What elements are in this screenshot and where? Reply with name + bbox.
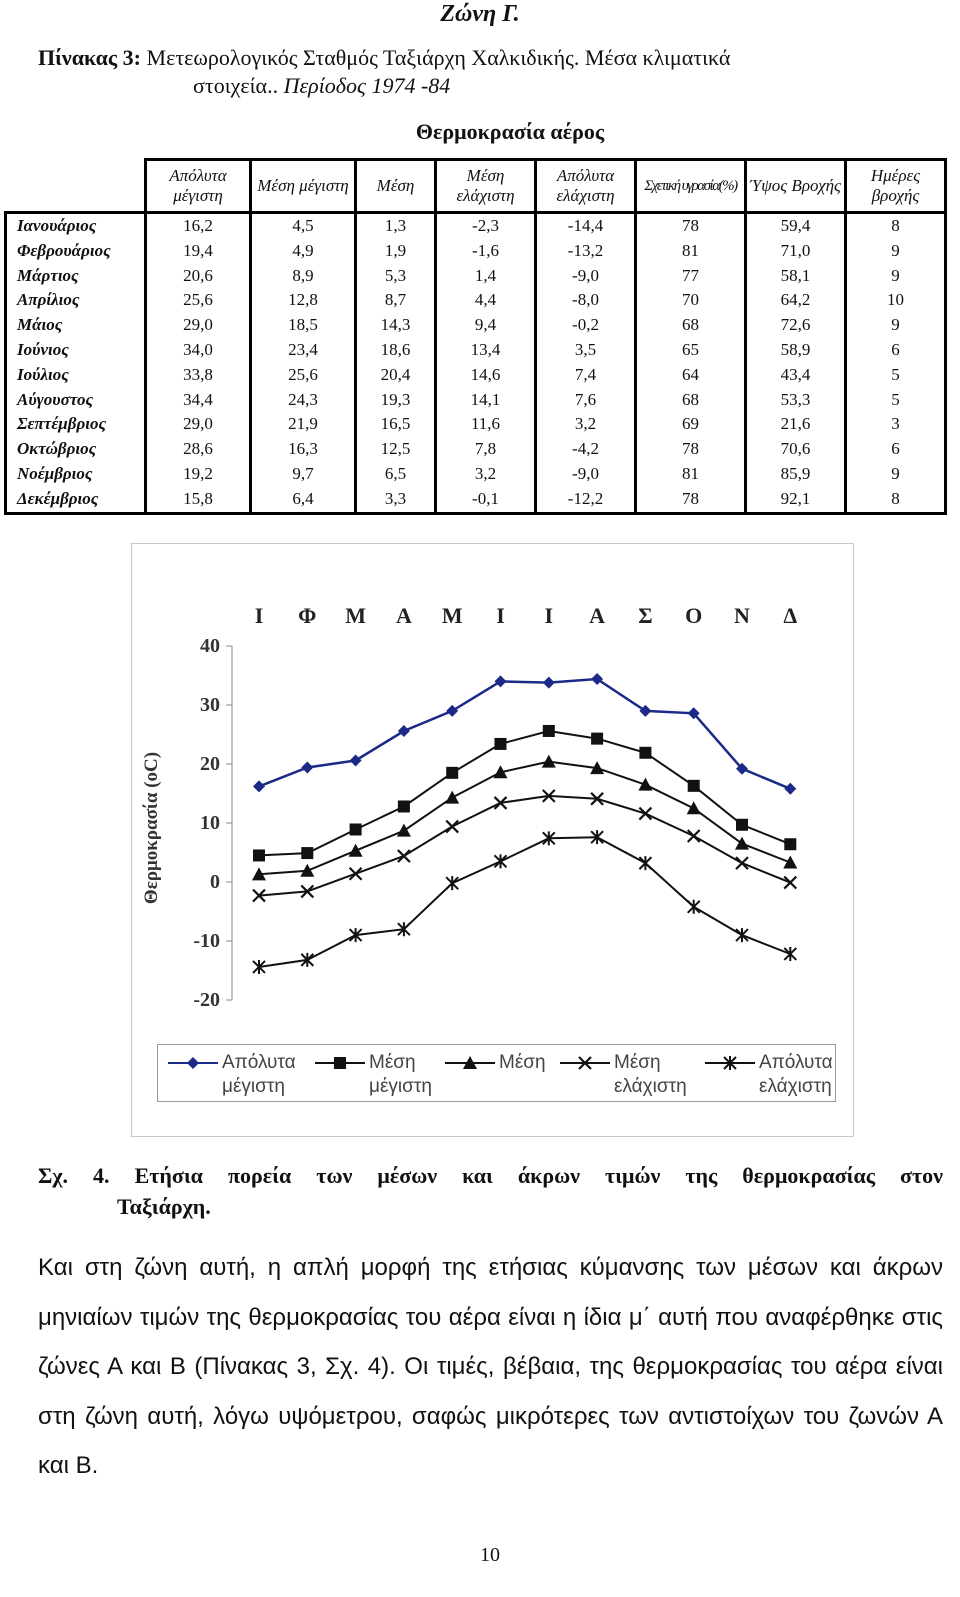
legend-label: Μέση μέγιστη	[369, 1052, 432, 1097]
cell-abs-max: 28,6	[146, 437, 251, 462]
cell-abs-min: 3,5	[536, 338, 636, 363]
cell-mean: 16,5	[356, 412, 436, 437]
cell-abs-min: -12,2	[536, 487, 636, 513]
series-3-point	[397, 824, 411, 837]
table-row	[6, 437, 946, 462]
climate-table	[4, 158, 947, 515]
cell-humidity: 68	[636, 388, 746, 413]
cell-rainfall: 72,6	[746, 313, 846, 338]
zone-title: Ζώνη Γ.	[440, 1, 520, 27]
cell-mean: 3,3	[356, 487, 436, 513]
cell-abs-min: 3,2	[536, 412, 636, 437]
table-row	[6, 462, 946, 487]
y-tick-label: 10	[200, 812, 220, 834]
cell-mean: 14,3	[356, 313, 436, 338]
cell-mean-min: 14,6	[436, 363, 536, 388]
cell-rain-days: 5	[846, 388, 946, 413]
figure-caption	[38, 1160, 943, 1222]
cell-mean-min: 7,8	[436, 437, 536, 462]
series-3-point	[783, 856, 797, 869]
legend-label: Μέση ελάχιστη	[614, 1052, 687, 1097]
cell-humidity: 81	[636, 239, 746, 264]
x-category-label: Μ	[441, 603, 463, 628]
table-header-row	[6, 160, 946, 213]
col-header-mean: Μέση	[356, 160, 436, 213]
series-4-point	[784, 877, 796, 889]
x-category-label: Σ	[638, 603, 653, 628]
x-category-label: Ν	[734, 603, 750, 628]
cell-abs-min: -8,0	[536, 288, 636, 313]
cell-rain-days: 8	[846, 213, 946, 239]
series-2-point	[639, 747, 651, 759]
cell-mean-min: 9,4	[436, 313, 536, 338]
table-row	[6, 288, 946, 313]
cell-mean: 1,9	[356, 239, 436, 264]
x-category-label: Φ	[298, 603, 317, 628]
y-axis-label: Θερμοκρασία (oC)	[141, 751, 162, 905]
cell-rainfall: 58,1	[746, 264, 846, 289]
cell-mean-max: 18,5	[251, 313, 356, 338]
cell-rain-days: 10	[846, 288, 946, 313]
cell-rain-days: 9	[846, 239, 946, 264]
cell-mean-min: 14,1	[436, 388, 536, 413]
month-cell: Μάιος	[6, 313, 146, 338]
cell-rain-days: 9	[846, 313, 946, 338]
cell-mean-min: 13,4	[436, 338, 536, 363]
table-body	[6, 213, 946, 514]
cell-humidity: 65	[636, 338, 746, 363]
month-cell: Φεβρουάριος	[6, 239, 146, 264]
cell-humidity: 78	[636, 437, 746, 462]
y-tick-label: 30	[200, 694, 220, 716]
series-5-point	[688, 900, 700, 914]
month-cell: Αύγουστος	[6, 388, 146, 413]
col-header-rain-days: Ημέρες βροχής	[846, 160, 946, 213]
cell-mean-max: 8,9	[251, 264, 356, 289]
legend-swatch	[443, 1053, 497, 1073]
series-3-point	[735, 837, 749, 850]
series-line-4	[259, 796, 790, 896]
cell-abs-min: -13,2	[536, 239, 636, 264]
month-cell: Νοέμβριος	[6, 462, 146, 487]
month-cell: Οκτώβριος	[6, 437, 146, 462]
y-tick-label: 40	[200, 635, 220, 657]
y-tick-label: -20	[193, 989, 220, 1011]
series-1-point	[543, 677, 555, 689]
cell-rainfall: 43,4	[746, 363, 846, 388]
month-cell: Ιούλιος	[6, 363, 146, 388]
cell-rainfall: 71,0	[746, 239, 846, 264]
series-line-1	[259, 679, 790, 789]
cell-mean-max: 24,3	[251, 388, 356, 413]
cell-abs-max: 20,6	[146, 264, 251, 289]
cell-rainfall: 53,3	[746, 388, 846, 413]
month-cell: Μάρτιος	[6, 264, 146, 289]
cell-abs-min: -9,0	[536, 264, 636, 289]
cell-mean-max: 25,6	[251, 363, 356, 388]
series-line-2	[259, 731, 790, 855]
x-category-label: Δ	[783, 603, 798, 628]
x-category-label: Α	[395, 603, 412, 628]
cell-mean-min: 1,4	[436, 264, 536, 289]
y-tick-label: 20	[200, 753, 220, 775]
series-3-point	[445, 791, 459, 804]
series-1-point	[350, 754, 362, 766]
month-cell: Σεπτέμβριος	[6, 412, 146, 437]
cell-rainfall: 64,2	[746, 288, 846, 313]
cell-abs-min: -4,2	[536, 437, 636, 462]
series-5-point	[495, 854, 507, 868]
x-category-label: Μ	[345, 603, 366, 628]
cell-mean: 19,3	[356, 388, 436, 413]
series-4-point	[446, 821, 458, 833]
series-4-point	[736, 857, 748, 869]
cell-rainfall: 58,9	[746, 338, 846, 363]
cell-humidity: 78	[636, 487, 746, 513]
temperature-chart	[131, 543, 854, 1137]
cell-humidity: 70	[636, 288, 746, 313]
cell-mean: 1,3	[356, 213, 436, 239]
table-header-corner	[6, 160, 146, 213]
table-row	[6, 338, 946, 363]
cell-humidity: 78	[636, 213, 746, 239]
cell-rain-days: 6	[846, 338, 946, 363]
page-number: 10	[480, 1544, 500, 1566]
cell-abs-min: -9,0	[536, 462, 636, 487]
cell-mean: 5,3	[356, 264, 436, 289]
month-cell: Ιούνιος	[6, 338, 146, 363]
table-row	[6, 213, 946, 239]
cell-abs-max: 15,8	[146, 487, 251, 513]
series-1-point	[495, 675, 507, 687]
legend-label: Μέση	[499, 1052, 546, 1073]
x-category-label: Ο	[685, 603, 703, 628]
series-5-point	[446, 876, 458, 890]
cell-mean-min: 11,6	[436, 412, 536, 437]
series-2-point	[495, 738, 507, 750]
cell-abs-min: -0,2	[536, 313, 636, 338]
cell-rain-days: 9	[846, 264, 946, 289]
y-tick-label: -10	[193, 930, 220, 952]
col-header-humidity: Σχετική υγρασία(%)	[636, 160, 746, 213]
series-1-point	[784, 783, 796, 795]
cell-mean-min: -0,1	[436, 487, 536, 513]
cell-mean: 18,6	[356, 338, 436, 363]
cell-abs-max: 29,0	[146, 412, 251, 437]
table-row	[6, 388, 946, 413]
cell-mean-max: 9,7	[251, 462, 356, 487]
section-heading: Θερμοκρασία αέρος	[415, 119, 605, 144]
table-caption-line2	[38, 72, 943, 100]
cell-rainfall: 59,4	[746, 213, 846, 239]
legend-swatch	[558, 1053, 612, 1073]
col-header-mean-max: Μέση μέγιστη	[251, 160, 356, 213]
cell-rainfall: 92,1	[746, 487, 846, 513]
y-tick-label: 0	[210, 871, 220, 893]
legend-label: Απόλυτα μέγιστη	[222, 1052, 296, 1097]
cell-humidity: 64	[636, 363, 746, 388]
month-cell: Απρίλιος	[6, 288, 146, 313]
table-row	[6, 363, 946, 388]
series-2-point	[784, 838, 796, 850]
cell-rain-days: 3	[846, 412, 946, 437]
legend-label: Απόλυτα ελάχιστη	[759, 1052, 833, 1097]
cell-mean: 12,5	[356, 437, 436, 462]
series-4-point	[398, 850, 410, 862]
series-3-point	[638, 778, 652, 791]
cell-mean-max: 16,3	[251, 437, 356, 462]
table-row	[6, 487, 946, 513]
cell-rain-days: 6	[846, 437, 946, 462]
cell-mean: 6,5	[356, 462, 436, 487]
figure-caption-line1: Σχ. 4. Ετήσια πορεία των μέσων και άκρων τιμών της θερμοκρασίας στον	[38, 1163, 943, 1188]
cell-mean-max: 23,4	[251, 338, 356, 363]
body-paragraph: Και στη ζώνη αυτή, η απλή μορφή της ετήσιας κύμανσης των μέσων και άκρων μηνιαίων τιμών της θερμοκρασίας του αέρα είναι η ίδια μ΄ αυτή που αναφέρθηκε στις ζώνες Α και Β (Πίνακας 3, Σχ. 4). Οι τιμές, βέβαια, της θερμοκρασίας του αέρα είναι στη ζώνη αυτή, λόγω υψόμετρου, σαφώς μικρότερες των αντιστοίχων του ζωνών Α και Β.	[38, 1254, 943, 1480]
table-row	[6, 264, 946, 289]
series-1-point	[253, 780, 265, 792]
series-2-point	[253, 849, 265, 861]
table-caption-line2-normal: στοιχεία..	[193, 73, 284, 98]
table-row	[6, 313, 946, 338]
series-3-point	[542, 755, 556, 768]
month-cell: Δεκέμβριος	[6, 487, 146, 513]
series-2-point	[688, 780, 700, 792]
cell-rainfall: 70,6	[746, 437, 846, 462]
cell-abs-max: 19,2	[146, 462, 251, 487]
month-cell: Ιανουάριος	[6, 213, 146, 239]
figure-caption-line2: Ταξιάρχη.	[117, 1194, 211, 1219]
x-category-label: Ι	[254, 603, 264, 628]
cell-mean-max: 6,4	[251, 487, 356, 513]
series-2-point	[591, 733, 603, 745]
series-5-point	[639, 856, 651, 870]
legend-swatch-marker	[334, 1057, 346, 1069]
table-caption-label: Πίνακας 3:	[38, 45, 142, 70]
legend-swatch	[166, 1053, 220, 1073]
x-category-label: Ι	[496, 603, 505, 628]
series-4-point	[639, 808, 651, 820]
cell-rainfall: 85,9	[746, 462, 846, 487]
cell-abs-min: -14,4	[536, 213, 636, 239]
series-5-point	[736, 928, 748, 942]
series-5-point	[784, 947, 796, 961]
series-1-point	[446, 705, 458, 717]
cell-mean-max: 4,9	[251, 239, 356, 264]
table-caption-line1: Μετεωρολογικός Σταθμός Ταξιάρχη Χαλκιδικής. Μέσα κλιματικά	[146, 45, 731, 70]
cell-rain-days: 5	[846, 363, 946, 388]
table-caption-period: Περίοδος 1974 -84	[283, 73, 451, 98]
cell-abs-min: 7,4	[536, 363, 636, 388]
cell-mean-max: 12,8	[251, 288, 356, 313]
series-4-point	[688, 830, 700, 842]
table-row	[6, 412, 946, 437]
cell-mean-max: 4,5	[251, 213, 356, 239]
series-2-point	[398, 800, 410, 812]
col-header-mean-min: Μέση ελάχιστη	[436, 160, 536, 213]
series-2-point	[543, 725, 555, 737]
table-row	[6, 239, 946, 264]
chart-legend	[157, 1044, 836, 1102]
cell-humidity: 69	[636, 412, 746, 437]
legend-swatch	[703, 1053, 757, 1073]
legend-swatch-marker	[187, 1057, 199, 1069]
series-2-point	[736, 819, 748, 831]
series-2-point	[301, 847, 313, 859]
series-line-3	[259, 762, 790, 875]
cell-abs-max: 33,8	[146, 363, 251, 388]
cell-mean-min: 3,2	[436, 462, 536, 487]
series-2-point	[446, 767, 458, 779]
cell-abs-max: 34,0	[146, 338, 251, 363]
cell-abs-max: 25,6	[146, 288, 251, 313]
series-3-point	[349, 844, 363, 857]
col-header-abs-max: Απόλυτα μέγιστη	[146, 160, 251, 213]
col-header-rainfall: Ύψος Βροχής	[746, 160, 846, 213]
cell-rainfall: 21,6	[746, 412, 846, 437]
series-1-point	[301, 762, 313, 774]
col-header-abs-min: Απόλυτα ελάχιστη	[536, 160, 636, 213]
cell-abs-max: 29,0	[146, 313, 251, 338]
table-caption	[38, 44, 943, 100]
cell-abs-max: 19,4	[146, 239, 251, 264]
cell-humidity: 77	[636, 264, 746, 289]
cell-abs-min: 7,6	[536, 388, 636, 413]
cell-mean-min: 4,4	[436, 288, 536, 313]
series-2-point	[350, 823, 362, 835]
series-1-point	[398, 725, 410, 737]
cell-mean-max: 21,9	[251, 412, 356, 437]
cell-abs-max: 34,4	[146, 388, 251, 413]
series-4-point	[350, 868, 362, 880]
cell-mean: 20,4	[356, 363, 436, 388]
cell-rain-days: 8	[846, 487, 946, 513]
cell-mean-min: -1,6	[436, 239, 536, 264]
cell-abs-max: 16,2	[146, 213, 251, 239]
x-category-label: Α	[589, 603, 606, 628]
series-3-point	[687, 801, 701, 814]
cell-mean-min: -2,3	[436, 213, 536, 239]
cell-rain-days: 9	[846, 462, 946, 487]
cell-mean: 8,7	[356, 288, 436, 313]
cell-humidity: 81	[636, 462, 746, 487]
legend-swatch	[313, 1053, 367, 1073]
cell-humidity: 68	[636, 313, 746, 338]
x-category-label: Ι	[544, 603, 554, 628]
